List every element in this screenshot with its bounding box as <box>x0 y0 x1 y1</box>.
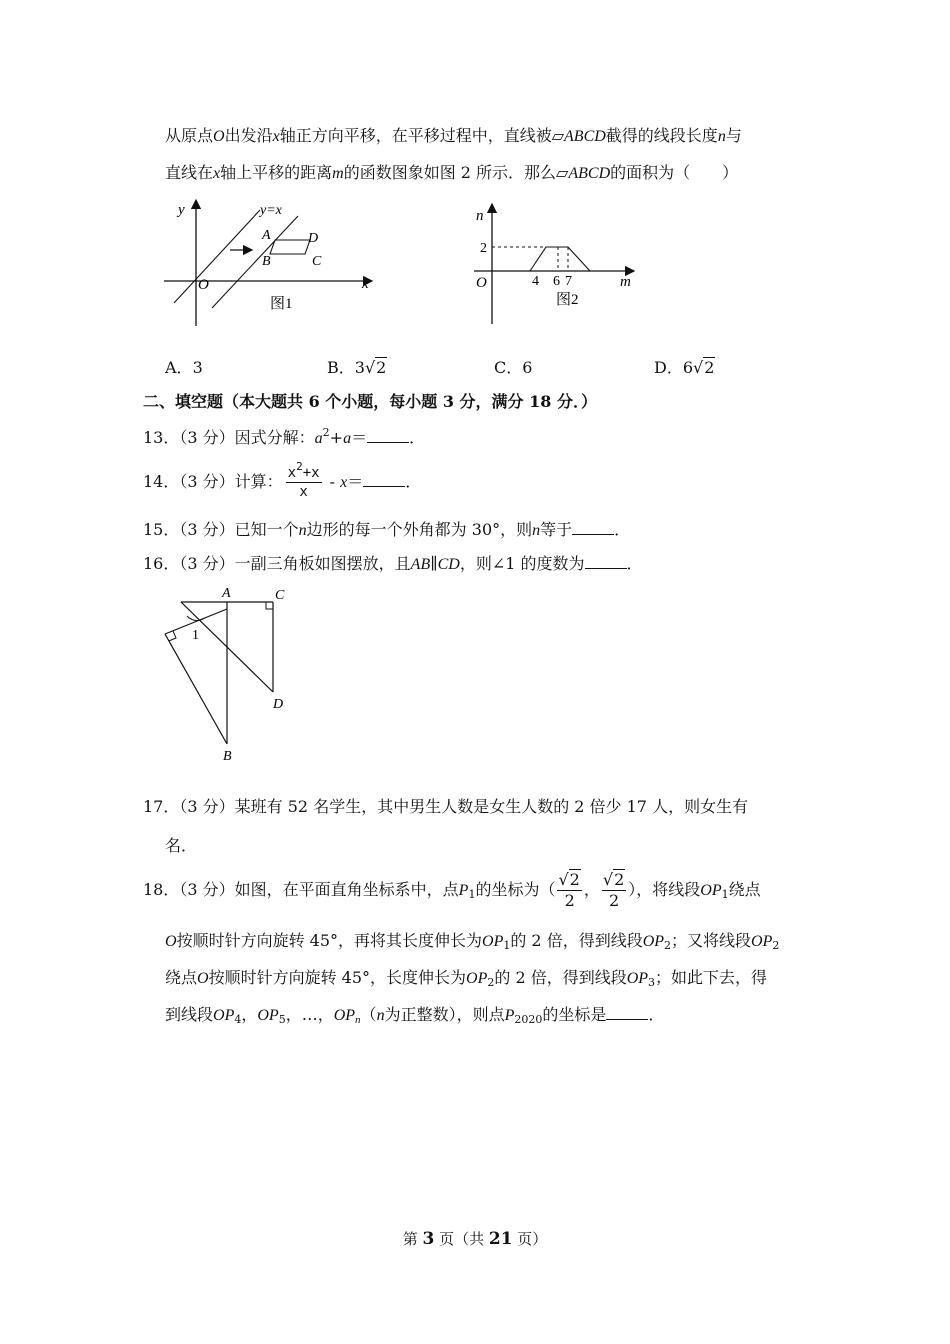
segment-left <box>165 634 227 744</box>
q-score: （3 分） <box>179 520 235 539</box>
answer-blank[interactable] <box>585 554 627 569</box>
numerator <box>557 870 581 891</box>
sqrt: √2 <box>602 870 625 889</box>
q-text: ；又将线段 <box>671 931 752 950</box>
numerator <box>286 460 322 483</box>
q-num: 18． <box>143 880 180 899</box>
radicand: 2 <box>569 870 580 889</box>
subscript: 4 <box>234 1013 242 1026</box>
subscript: 2 <box>487 976 495 989</box>
subscript: 1 <box>721 888 729 901</box>
answer-blank[interactable] <box>367 428 409 443</box>
label-B: B <box>262 254 271 269</box>
q-text: 等于 <box>540 520 573 539</box>
subscript: 1 <box>503 939 511 952</box>
var-P: P <box>504 1007 515 1024</box>
radicand: 2 <box>704 358 715 377</box>
var-n: n <box>298 522 307 539</box>
period: ． <box>409 428 426 447</box>
radicand: 2 <box>376 358 387 377</box>
label-D: D <box>308 231 319 246</box>
q-text: 绕点 <box>165 968 198 987</box>
fraction <box>557 870 581 911</box>
q-text: 到线段 <box>165 1005 214 1024</box>
var-ab: AB <box>410 556 431 573</box>
var-abcd: ABCD <box>568 165 611 182</box>
shifted-line <box>212 216 298 308</box>
subscript: 2 <box>664 939 672 952</box>
plus: + <box>329 428 344 447</box>
radicand: 2 <box>614 870 625 889</box>
q-score: （3 分） <box>179 428 235 447</box>
sqrt: √2 <box>364 358 387 377</box>
q-text: 计算： <box>234 472 283 491</box>
equals: ＝ <box>347 472 364 491</box>
subscript: 2 <box>772 939 780 952</box>
answer-blank[interactable] <box>363 472 405 487</box>
q-text: ；如此下去，得 <box>655 968 768 987</box>
q-text: （ <box>360 1005 377 1024</box>
comma: ， <box>317 1005 334 1024</box>
q-text: 某班有 52 名学生，其中男生人数是女生人数的 2 倍少 17 人，则女生有 <box>234 797 749 816</box>
option-c[interactable] <box>494 358 532 378</box>
caption: 图2 <box>556 292 579 308</box>
question-18-line3 <box>165 968 767 989</box>
var-OP: OP <box>257 1007 279 1024</box>
label-A: A <box>222 586 231 601</box>
section-title: 二、填空题（本大题共 6 个小题，每小题 3 分，满分 18 分．） <box>143 392 597 411</box>
q-text: 如图，在平面直角坐标系中，点 <box>234 880 459 899</box>
q-text: 因式分解： <box>234 428 315 447</box>
footer-text: 页） <box>512 1230 548 1248</box>
x-tick-4: 4 <box>532 274 539 289</box>
question-18-line1 <box>143 868 761 913</box>
label-y: y <box>178 202 185 218</box>
question-17-line2: 名． <box>165 836 198 855</box>
denominator: x <box>299 484 308 500</box>
question-13 <box>143 428 425 449</box>
comma: ， <box>285 1005 302 1024</box>
denominator: 2 <box>608 891 620 910</box>
label-m: m <box>620 274 631 290</box>
text: 与 <box>725 126 742 145</box>
text: 从原点 <box>165 126 214 145</box>
var-x: x <box>213 165 221 182</box>
var-x: x <box>340 474 348 491</box>
var-a: a <box>343 430 352 447</box>
q-num: 15． <box>143 520 180 539</box>
option-d[interactable] <box>654 358 715 378</box>
text: 出发沿 <box>224 126 273 145</box>
comma: ， <box>583 880 600 899</box>
var-P: P <box>458 882 469 899</box>
var-O: O <box>213 128 225 145</box>
figure-1 <box>160 196 380 331</box>
equals: ＝ <box>351 428 368 447</box>
label-y-eq-x: y=x <box>260 203 282 218</box>
label-O: O <box>198 277 209 293</box>
label-A: A <box>262 228 271 243</box>
numer-rest: +x <box>302 465 320 481</box>
q-text: 的 2 倍，得到线段 <box>494 968 627 987</box>
question-18-line2 <box>165 931 779 952</box>
question-16 <box>143 554 643 575</box>
var-n: n <box>717 128 726 145</box>
label-n: n <box>476 208 484 224</box>
q-num: 16． <box>143 554 180 573</box>
period: ． <box>648 1005 665 1024</box>
comma: ， <box>241 1005 258 1024</box>
figure-3 <box>155 582 295 767</box>
total-pages: 21 <box>488 1229 513 1249</box>
q-text: 绕点 <box>728 880 761 899</box>
subscript: 1 <box>468 888 476 901</box>
parallelogram-abcd <box>270 240 310 254</box>
q-text: 的坐标为（ <box>475 880 556 899</box>
figure-2 <box>470 200 640 328</box>
label-O: O <box>476 275 487 291</box>
label-D: D <box>273 697 284 712</box>
text: 直线在 <box>165 163 214 182</box>
period: ． <box>626 554 643 573</box>
answer-blank[interactable] <box>606 1005 648 1020</box>
function-graph <box>530 247 590 271</box>
x-tick-6: 6 <box>553 274 560 289</box>
var-OP: OP <box>642 933 665 950</box>
option-value: 3 <box>192 358 203 377</box>
text: 轴正方向平移，在平移过程中，直线被▱ <box>279 126 565 145</box>
var-x: x <box>272 128 280 145</box>
option-coef: 6 <box>682 358 694 377</box>
q-score: （3 分） <box>179 554 235 573</box>
q-score: （3 分） <box>179 797 235 816</box>
q-text: 一副三角板如图摆放，且 <box>234 554 411 573</box>
label-1: 1 <box>192 628 199 643</box>
parallel-sign: ∥ <box>430 554 438 573</box>
question-14 <box>143 460 422 501</box>
q-num: 14． <box>143 472 180 491</box>
footer-text: 页（共 <box>434 1230 489 1248</box>
footer-text: 第 <box>402 1230 423 1248</box>
exponent: 2 <box>296 460 303 473</box>
answer-blank[interactable] <box>572 520 614 535</box>
sqrt: √2 <box>558 870 580 889</box>
var-m: m <box>332 165 344 182</box>
option-label: C． <box>494 358 523 377</box>
q12-line2 <box>165 163 738 184</box>
numerator <box>602 870 626 891</box>
q-text: 边形的每一个外角都为 30°，则 <box>306 520 533 539</box>
text: 的面积为（ ） <box>610 163 739 182</box>
var-O: O <box>197 970 209 987</box>
q-text: 按顺时针方向旋转 45°，再将其长度伸长为 <box>176 931 483 950</box>
caption: 图1 <box>270 296 293 312</box>
fraction <box>602 870 626 911</box>
text: 的函数图象如图 2 所示．那么▱ <box>343 163 569 182</box>
question-17 <box>143 797 748 817</box>
right-angle-mark-c <box>266 602 273 609</box>
subscript: 3 <box>648 976 656 989</box>
ellipsis: … <box>301 1005 318 1024</box>
subscript: 2020 <box>514 1013 543 1026</box>
q-num: 17． <box>143 797 180 816</box>
q12-line1 <box>165 126 742 147</box>
q-num: 13． <box>143 428 180 447</box>
denominator: 2 <box>564 891 575 910</box>
label-C: C <box>275 588 285 603</box>
x-tick-7: 7 <box>565 274 572 289</box>
q-text: ），将线段 <box>628 880 701 899</box>
q-text: 的坐标是 <box>542 1005 607 1024</box>
minus: - <box>324 472 341 491</box>
option-label: D． <box>654 358 683 377</box>
option-value: 6 <box>522 358 533 377</box>
question-18-line4 <box>165 1005 664 1026</box>
q-text: 已知一个 <box>234 520 299 539</box>
line-y-eq-x <box>174 210 260 303</box>
q-text: 按顺时针方向旋转 45°，长度伸长为 <box>208 968 467 987</box>
q-text: ，则∠1 的度数为 <box>459 554 585 573</box>
option-a[interactable] <box>165 358 203 378</box>
y-tick-2: 2 <box>480 241 487 256</box>
var-OP: OP <box>626 970 649 987</box>
option-label: A． <box>165 358 193 377</box>
var-abcd: ABCD <box>564 128 606 145</box>
question-15 <box>143 520 630 541</box>
option-b[interactable] <box>327 358 387 378</box>
q-text: 为正整数），则点 <box>384 1005 505 1024</box>
subscript: n <box>355 1014 361 1026</box>
text: 轴上平移的距离 <box>220 163 333 182</box>
var-OP: OP <box>213 1007 235 1024</box>
page-number: 3 <box>422 1229 435 1249</box>
fraction <box>286 460 322 501</box>
label-C: C <box>312 254 322 269</box>
q-score: （3 分） <box>179 880 235 899</box>
q-text: 的 2 倍，得到线段 <box>510 931 643 950</box>
var-OP: OP <box>482 933 504 950</box>
option-label: B． <box>327 358 355 377</box>
var-OP: OP <box>751 933 773 950</box>
text: 截得的线段长度 <box>605 126 718 145</box>
q-score: （3 分） <box>179 472 235 491</box>
var-OP: OP <box>333 1007 356 1024</box>
var-a: a <box>314 430 323 447</box>
var-n: n <box>376 1007 385 1024</box>
var-OP: OP <box>700 882 722 899</box>
var-OP: OP <box>466 970 488 987</box>
period: ． <box>405 472 422 491</box>
option-coef: 3 <box>354 358 365 377</box>
period: ． <box>614 520 631 539</box>
numer-x: x <box>287 465 297 481</box>
label-B: B <box>223 749 232 764</box>
exponent: 2 <box>322 426 330 439</box>
var-n: n <box>532 522 541 539</box>
sqrt: √2 <box>693 358 715 377</box>
var-O: O <box>165 933 177 950</box>
label-x: x <box>362 276 369 292</box>
subscript: 5 <box>278 1013 286 1026</box>
var-cd: CD <box>437 556 460 573</box>
page-footer <box>0 1228 950 1249</box>
